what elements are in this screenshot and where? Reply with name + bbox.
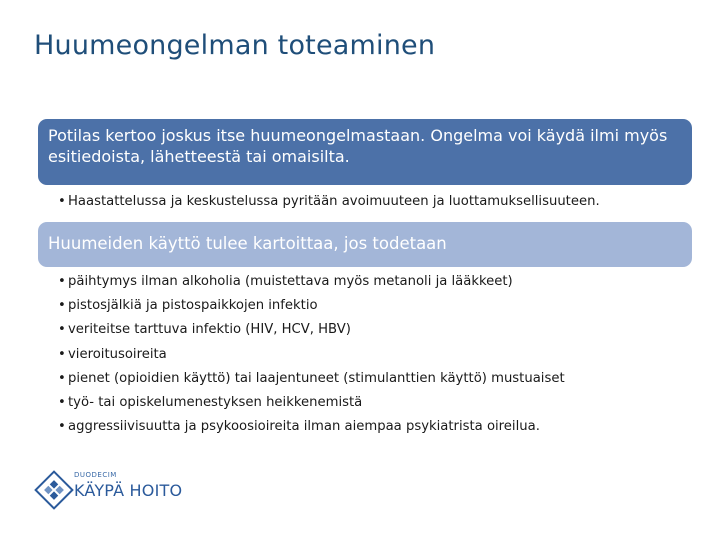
list-item: [58, 190, 600, 214]
logo-subtitle: DUODECIM: [74, 471, 117, 479]
section2-header: Huumeiden käyttö tulee kartoittaa, jos todetaan: [38, 222, 692, 267]
bullet-text: työ- tai opiskelumenestyksen heikkenemistä: [68, 394, 363, 410]
list-item: [58, 318, 565, 342]
bullet-icon: •: [58, 394, 66, 410]
bullet-text: veriteitse tarttuva infektio (HIV, HCV, HBV): [68, 322, 351, 338]
list-item: [58, 391, 565, 415]
bullet-text: vieroitusoireita: [68, 346, 167, 362]
bullet-text: Haastattelussa ja keskustelussa pyritään avoimuuteen ja luottamuksellisuuteen.: [68, 194, 600, 209]
section2-bullet-list: [58, 270, 565, 439]
list-item: [58, 415, 565, 439]
bullet-text: aggressiivisuutta ja psykoosioireita ilman aiempaa psykiatrista oireilua.: [68, 419, 540, 435]
section1-bullet-list: [58, 190, 600, 214]
logo-wordmark: KÄYPÄ HOITO: [74, 481, 183, 500]
bullet-icon: •: [58, 194, 66, 209]
slide-title: Huumeongelman toteaminen: [34, 30, 436, 61]
bullet-text: pistosjälkiä ja pistospaikkojen infektio: [68, 298, 318, 314]
bullet-text: päihtymys ilman alkoholia (muistettava myös metanoli ja lääkkeet): [68, 274, 513, 289]
bullet-icon: •: [58, 298, 66, 314]
list-item: [58, 270, 565, 294]
section1-header: Potilas kertoo joskus itse huumeongelmastaan. Ongelma voi käydä ilmi myös esitiedoista, lähetteestä tai omaisilta.: [38, 119, 692, 185]
list-item: [58, 294, 565, 318]
bullet-text: pienet (opioidien käyttö) tai laajentuneet (stimulanttien käyttö) mustuaiset: [68, 370, 565, 386]
list-item: [58, 367, 565, 391]
bullet-icon: •: [58, 346, 66, 362]
bullet-icon: •: [58, 322, 66, 338]
list-item: [58, 343, 565, 367]
bullet-icon: •: [58, 370, 66, 386]
bullet-icon: •: [58, 274, 66, 289]
bullet-icon: •: [58, 419, 66, 435]
